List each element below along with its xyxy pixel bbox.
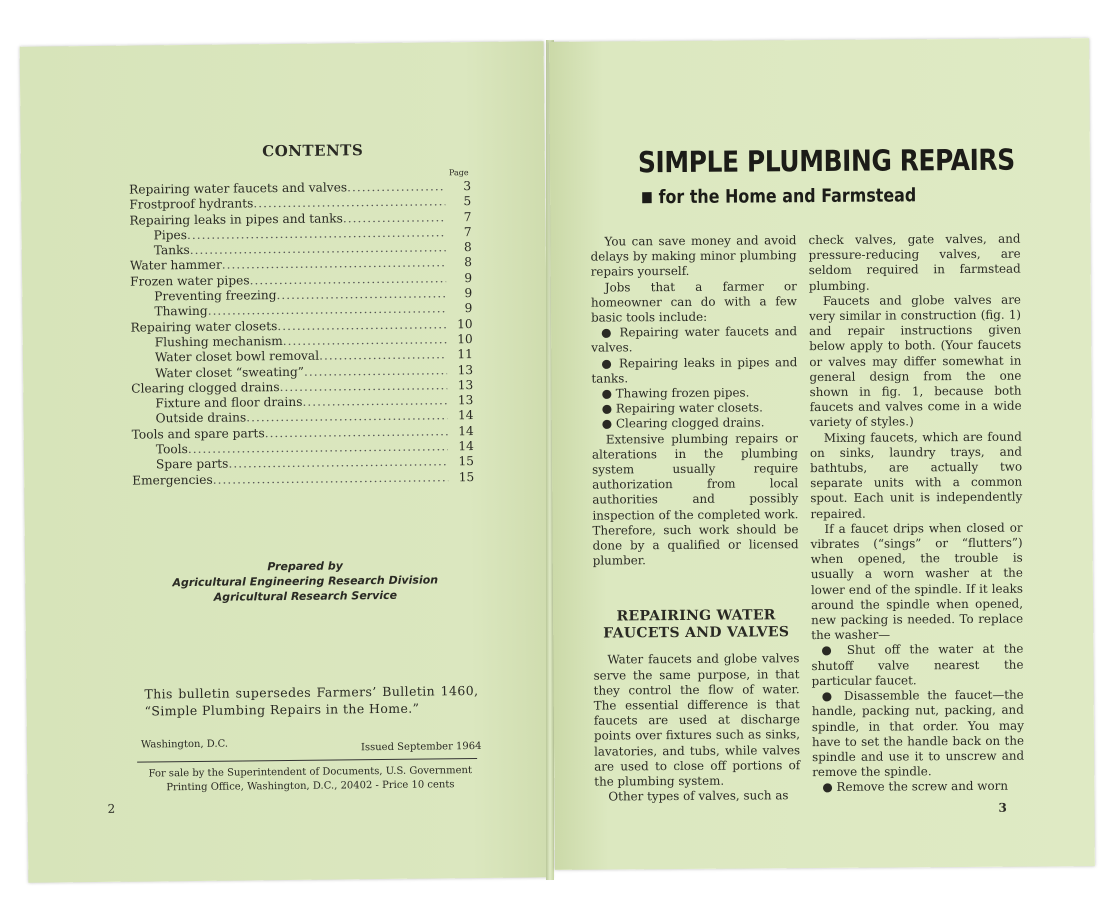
- mixing-faucets-paragraph: Mixing faucets, which are found on sinks, laundry trays, and bathtubs, are actually two separate units with a common spout. Each unit is independently repaired.: [809, 429, 1023, 521]
- toc-entry-label: Tanks: [153, 243, 190, 258]
- text-column-2: [808, 232, 1024, 796]
- toc-entry-label: Tools: [155, 442, 188, 457]
- step-item: ● Remove the screw and worn: [822, 779, 1008, 795]
- toc-entry-page: 9: [464, 286, 473, 301]
- issue-date: Issued September 1964: [360, 740, 482, 754]
- section-heading: REPAIRING WATER FAUCETS AND VALVES: [603, 607, 790, 642]
- page-column-header: Page: [448, 168, 469, 178]
- toc-entry-label: Water closet “sweating”: [154, 364, 305, 380]
- toc-entry-page: 15: [458, 454, 475, 469]
- step-item: ● Disassemble the faucet—the handle, packing nut, packing, and spindle, in that order. You may have to set the handle back on the spindle and use it to unscrew and remove the spindle.: [811, 687, 1025, 780]
- list-item: ● Repairing water closets.: [601, 400, 763, 416]
- toc-entry-label: Repairing water closets: [130, 318, 278, 335]
- toc-entry-page: 13: [457, 377, 474, 393]
- for-sale-notice: For sale by the Superintendent of Documents, U.S. Government Printing Office, Washington, D.C., 20402 - Price 10 cents: [148, 765, 473, 794]
- toc-leader-dots: [283, 332, 447, 349]
- toc-entry-page: 9: [464, 301, 473, 316]
- toc-entry-label: Outside drains: [155, 410, 247, 426]
- toc-leader-dots: [302, 393, 447, 410]
- valves-continued-paragraph: check valves, gate valves, and pressure-reducing valves, are seldom required in farmstead plumbing.: [808, 231, 1021, 293]
- toc-entry-label: Preventing freezing: [154, 288, 277, 304]
- toc-leader-dots: [276, 286, 446, 303]
- toc-entry-page: 10: [456, 316, 473, 331]
- faucets-paragraph: Water faucets and globe valves serve the same purpose, in that they control the flow of water. The essential difference is that faucets are used at discharge points over fixtures such as sinks, lavatories, and tubs, while valves are used to close off portions of the plumbing system.: [593, 651, 801, 789]
- toc-entry-label: Emergencies: [132, 472, 213, 488]
- toc-entry-page: 9: [464, 270, 473, 285]
- toc-entry-page: 10: [457, 332, 473, 347]
- toc-leader-dots: [304, 363, 447, 380]
- service-name: Agricultural Research Service: [213, 588, 398, 604]
- toc-entry-label: Pipes: [153, 227, 188, 243]
- toc-entry-label: Fixture and floor drains: [155, 394, 303, 411]
- contents-title: CONTENTS: [262, 141, 364, 161]
- subtitle: [642, 185, 916, 208]
- division-name: Agricultural Engineering Research Division: [172, 573, 439, 590]
- toc-entry-label: Repairing water faucets and valves: [129, 180, 348, 197]
- toc-entry-page: 3: [463, 179, 472, 194]
- toc-entry-page: 13: [457, 362, 474, 377]
- toc-entry-page: 14: [457, 408, 474, 423]
- other-valves-paragraph: Other types of valves, such as: [608, 788, 789, 804]
- divider-rule: [137, 758, 477, 763]
- drip-paragraph: If a faucet drips when closed or vibrates (“sings” or “flutters”) when opened, the trouble is usually a worn washer at the lower end of the spindle. If it leaks around the spindle when opened, new packing is needed. To replace the washer—: [810, 520, 1024, 643]
- toc-entry-page: 14: [458, 423, 474, 438]
- page-number-left: 2: [107, 801, 116, 816]
- toc-entry-label: Tools and spare parts: [131, 425, 265, 442]
- page-number-right: 3: [998, 800, 1007, 815]
- toc-leader-dots: [277, 317, 446, 334]
- toc-entry-label: Thawing: [154, 304, 208, 319]
- toc-leader-dots: [280, 378, 448, 395]
- toc-entry-label: Repairing leaks in pipes and tanks: [129, 210, 343, 228]
- toc-leader-dots: [319, 348, 447, 365]
- toc-row: [132, 470, 474, 489]
- prepared-by-label: Prepared by: [267, 559, 343, 574]
- main-title: SIMPLE PLUMBING REPAIRS: [637, 142, 1015, 180]
- toc-entry-label: Water closet bowl removal: [154, 348, 320, 365]
- toc-entry-label: Frozen water pipes: [130, 273, 250, 289]
- subtitle-text: for the Home and Farmstead: [658, 185, 917, 209]
- toc-entry-label: Flushing mechanism: [154, 333, 283, 350]
- toc-entry-page: 7: [463, 224, 472, 240]
- toc-entry-label: Spare parts: [155, 456, 229, 472]
- publication-location: Washington, D.C.: [140, 738, 229, 751]
- toc-entry-label: Frostproof hydrants: [129, 196, 254, 212]
- extensive-repairs-paragraph: Extensive plumbing repairs or alterations in the plumbing system usually require authorization from local authorities and possibly inspection of the completed work. Therefore, such work should be done by a qualified or licensed plumber.: [591, 430, 799, 568]
- toc-entry-page: 8: [464, 255, 472, 270]
- toc-entry-page: 8: [463, 240, 472, 255]
- supersedes-note: This bulletin supersedes Farmers’ Bulletin 1460, “Simple Plumbing Repairs in the Home.”: [144, 682, 479, 719]
- toc-entry-label: Water hammer: [129, 258, 222, 274]
- square-bullet-icon: [642, 192, 652, 203]
- list-item: ● Thawing frozen pipes.: [601, 385, 750, 401]
- construction-paragraph: Faucets and globe valves are very similar in construction (fig. 1) and repair instructions given below apply to both. (Your faucets or valves may differ somewhat in general design from the one shown in fig. 1, because both faucets and valves come in a wide variety of styles.): [808, 292, 1022, 430]
- left-page: [20, 41, 553, 882]
- toc-entry-page: 15: [458, 469, 475, 484]
- step-item: ● Shut off the water at the shutoff valve nearest the particular faucet.: [811, 642, 1024, 688]
- list-item: ● Clearing clogged drains.: [601, 415, 765, 431]
- text-column-1: [590, 233, 800, 805]
- toc-entry-page: 13: [457, 393, 474, 408]
- toc-entry-page: 11: [457, 347, 473, 362]
- toc-entry-label: Clearing clogged drains: [131, 379, 280, 396]
- toc-leader-dots: [347, 179, 445, 195]
- toc-entry-page: 5: [463, 194, 472, 209]
- intro-paragraph: You can save money and avoid delays by making minor plumbing repairs yourself.: [590, 233, 797, 280]
- prepared-by-block: [95, 557, 515, 606]
- jobs-paragraph: Jobs that a farmer or homeowner can do with a few basic tools include:: [590, 278, 797, 325]
- toc-leader-dots: [213, 470, 449, 488]
- list-item: ● Repairing leaks in pipes and tanks.: [591, 354, 798, 386]
- table-of-contents: [129, 179, 474, 489]
- right-page: [549, 38, 1095, 870]
- toc-leader-dots: [343, 210, 446, 226]
- toc-entry-page: 7: [463, 209, 472, 224]
- toc-entry-page: 14: [458, 439, 474, 454]
- list-item: ● Repairing water faucets and valves.: [591, 324, 798, 356]
